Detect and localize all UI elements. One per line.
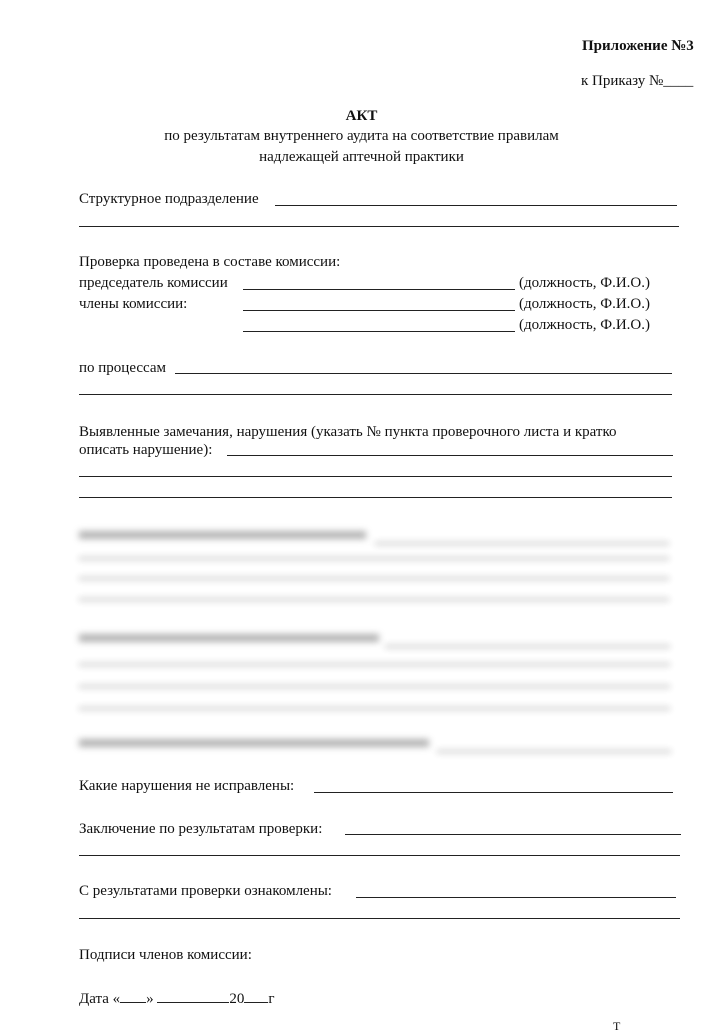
acquainted-label: С результатами проверки ознакомлены: <box>79 883 332 899</box>
signatures-label: Подписи членов комиссии: <box>79 947 252 963</box>
conclusion-field-line[interactable] <box>345 834 681 835</box>
blurred-field-line <box>79 708 670 709</box>
blurred-text-bar <box>79 634 379 642</box>
blurred-field-line <box>79 578 669 579</box>
members-label: члены комиссии: <box>79 296 188 312</box>
department-label: Структурное подразделение <box>79 191 259 207</box>
blurred-field-line <box>79 599 669 600</box>
blurred-field-line <box>79 686 670 687</box>
date-year-prefix: 20 <box>229 991 245 1007</box>
violations-label-line2: описать нарушение): <box>79 442 213 458</box>
date-prefix: Дата « <box>79 991 121 1007</box>
member-2-field-line[interactable] <box>243 331 515 332</box>
member-2-position-hint: (должность, Ф.И.О.) <box>519 317 650 333</box>
conclusion-label: Заключение по результатам проверки: <box>79 821 323 837</box>
document-subtitle-line2: надлежащей аптечной практики <box>259 149 464 165</box>
appendix-label: Приложение №3 <box>582 38 694 54</box>
date-suffix: г <box>268 991 275 1007</box>
violations-field-line[interactable] <box>227 455 673 456</box>
chairman-field-line[interactable] <box>243 289 515 290</box>
blurred-field-line <box>375 543 669 544</box>
blurred-text-bar <box>79 531 366 539</box>
footer-mark: Т <box>613 1019 621 1033</box>
chairman-label: председатель комиссии <box>79 275 228 291</box>
document-subtitle-line1: по результатам внутреннего аудита на соответствие правилам <box>164 128 559 144</box>
date-mid: » <box>146 991 154 1007</box>
document-title: АКТ <box>345 108 378 124</box>
chairman-position-hint: (должность, Ф.И.О.) <box>519 275 650 291</box>
violations-label-line1: Выявленные замечания, нарушения (указать № пункта проверочного листа и кратко <box>79 424 617 440</box>
order-reference: к Приказу №____ <box>581 73 694 89</box>
processes-field-line[interactable] <box>175 373 672 374</box>
blurred-field-line <box>79 664 670 665</box>
department-field-line[interactable] <box>275 205 677 206</box>
blurred-field-line <box>79 558 669 559</box>
acquainted-field-line[interactable] <box>356 897 676 898</box>
date-row <box>79 988 275 1008</box>
blurred-text-bar <box>79 739 429 747</box>
processes-label: по процессам <box>79 360 167 376</box>
violations-field-line-3[interactable] <box>79 497 672 498</box>
member-1-field-line[interactable] <box>243 310 515 311</box>
violations-field-line-2[interactable] <box>79 476 672 477</box>
not-fixed-field-line[interactable] <box>314 792 673 793</box>
date-month-field[interactable] <box>157 988 229 1003</box>
processes-field-line-2[interactable] <box>79 394 672 395</box>
date-year-field[interactable] <box>244 988 268 1003</box>
commission-intro-label: Проверка проведена в составе комиссии: <box>79 254 341 270</box>
date-day-field[interactable] <box>120 988 146 1003</box>
acquainted-field-line-2[interactable] <box>79 918 680 919</box>
blurred-field-line <box>385 646 670 647</box>
member-1-position-hint: (должность, Ф.И.О.) <box>519 296 650 312</box>
blurred-field-line <box>437 751 671 752</box>
not-fixed-label: Какие нарушения не исправлены: <box>79 778 295 794</box>
conclusion-field-line-2[interactable] <box>79 855 680 856</box>
department-field-line-2[interactable] <box>79 226 679 227</box>
